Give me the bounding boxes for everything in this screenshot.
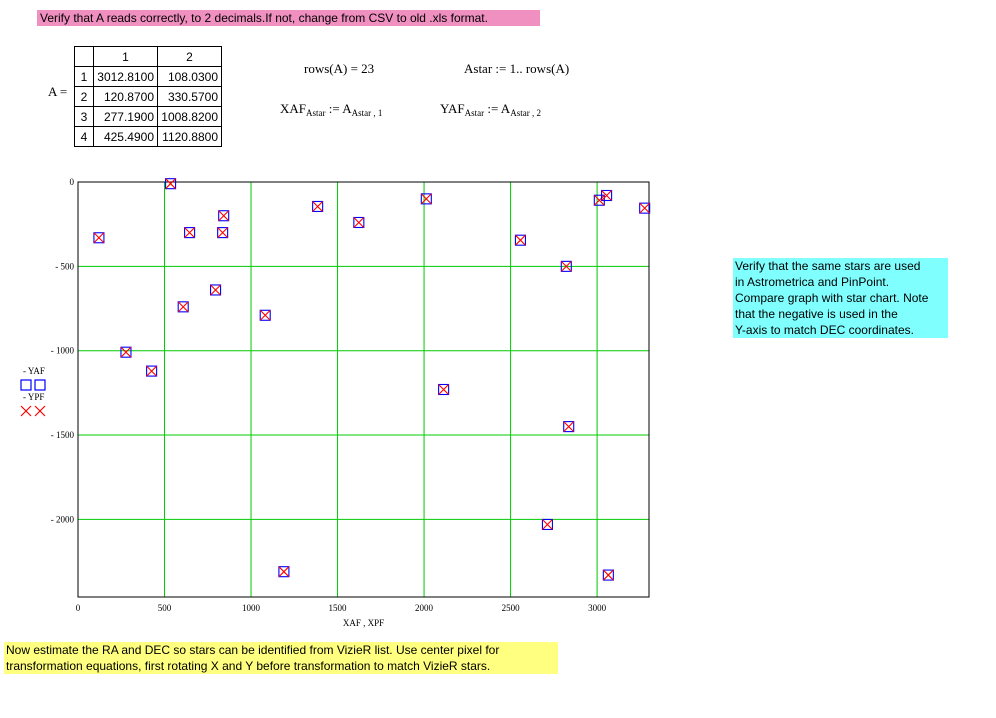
note-line: that the negative is used in the xyxy=(735,307,898,321)
x-tick-label: 500 xyxy=(157,603,172,613)
x-tick-label: 1000 xyxy=(242,603,261,613)
data-point-x xyxy=(218,228,228,238)
y-tick-label: 0 xyxy=(69,177,74,187)
data-point-x xyxy=(94,233,104,243)
note-line: transformation equations, first rotating X and Y before transformation to match VizieR stars. xyxy=(6,659,491,673)
matrix-cell[interactable]: 330.5700 xyxy=(158,87,222,107)
note-line: in Astrometrica and PinPoint. xyxy=(735,275,890,289)
x-axis-label: XAF , XPF xyxy=(342,618,385,628)
xaf-assign: := A xyxy=(325,101,352,116)
x-tick-label: 0 xyxy=(75,603,81,613)
matrix-cell[interactable]: 1008.8200 xyxy=(158,107,222,127)
x-tick-label: 3000 xyxy=(588,603,607,613)
matrix-cell[interactable]: 3012.8100 xyxy=(94,67,158,87)
matrix-row xyxy=(75,87,222,107)
x-tick-label: 1500 xyxy=(328,603,347,613)
plot-frame xyxy=(78,182,649,597)
yaf-rhs-subscript: Astar , 2 xyxy=(510,108,541,118)
matrix-cell[interactable]: 108.0300 xyxy=(158,67,222,87)
y-tick-label: - 1500 xyxy=(50,430,74,441)
data-point-x xyxy=(121,347,131,357)
matrix-row-index: 4 xyxy=(75,127,94,147)
matrix-row xyxy=(75,67,222,87)
matrix-row-index: 3 xyxy=(75,107,94,127)
data-point-x xyxy=(178,302,188,312)
xaf-subscript: Astar xyxy=(306,108,326,118)
matrix-cell[interactable]: 120.8700 xyxy=(94,87,158,107)
matrix-corner-cell xyxy=(75,47,94,67)
legend-square-icon xyxy=(21,380,31,390)
legend-x-markers xyxy=(20,405,48,417)
legend-label-yaf: - YAF xyxy=(23,366,45,376)
matrix-label: A = xyxy=(48,84,68,99)
data-point-x xyxy=(603,570,613,580)
matrix-cell[interactable]: 277.1900 xyxy=(94,107,158,127)
data-point-x xyxy=(211,285,221,295)
matrix-row-index: 2 xyxy=(75,87,94,107)
xaf-rhs-subscript: Astar , 1 xyxy=(351,108,383,118)
matrix-header-row xyxy=(75,47,222,67)
yaf-equation[interactable] xyxy=(440,101,541,118)
note-line: Verify that the same stars are used xyxy=(735,259,921,273)
yaf-name: YAF xyxy=(440,101,465,116)
y-tick-label: - 2000 xyxy=(50,514,74,525)
y-tick-label: - 1000 xyxy=(50,345,74,356)
data-point-x xyxy=(640,203,650,213)
data-point-x xyxy=(354,217,364,227)
legend-x-icon xyxy=(35,406,45,416)
data-point-x xyxy=(185,228,195,238)
data-point-x xyxy=(166,179,176,189)
data-point-x xyxy=(147,366,157,376)
data-point-x xyxy=(421,194,431,204)
data-point-x xyxy=(279,567,289,577)
data-point-x xyxy=(219,211,229,221)
legend-label-ypf: - YPF xyxy=(23,392,45,402)
matrix-cell[interactable]: 1120.8800 xyxy=(158,127,222,147)
xaf-equation[interactable] xyxy=(280,101,382,118)
verify-stars-note xyxy=(733,258,948,338)
note-line: Compare graph with star chart. Note xyxy=(735,291,929,305)
data-point-x xyxy=(313,201,323,211)
note-line: Y-axis to match DEC coordinates. xyxy=(735,323,914,337)
xaf-name: XAF xyxy=(280,101,307,116)
matrix-cell[interactable]: 425.4900 xyxy=(94,127,158,147)
y-tick-label: - 500 xyxy=(55,261,74,272)
x-tick-label: 2500 xyxy=(501,603,520,613)
rows-equation[interactable]: rows(A) = 23 xyxy=(304,61,375,76)
yaf-subscript: Astar xyxy=(464,108,485,118)
matrix-row xyxy=(75,127,222,147)
scatter-plot[interactable] xyxy=(0,170,700,630)
data-point-x xyxy=(542,519,552,529)
matrix-col-header: 2 xyxy=(158,47,222,67)
data-point-x xyxy=(564,422,574,432)
legend-x-icon xyxy=(21,406,31,416)
x-tick-label: 2000 xyxy=(415,603,434,613)
matrix-row-index: 1 xyxy=(75,67,94,87)
data-point-x xyxy=(260,310,270,320)
note-line: Now estimate the RA and DEC so stars can be identified from VizieR list. Use center pixel for xyxy=(6,643,500,657)
verify-read-note: Verify that A reads correctly, to 2 decimals.If not, change from CSV to old .xls format. xyxy=(37,10,540,26)
astar-range-equation[interactable]: Astar := 1.. rows(A) xyxy=(464,61,570,76)
matrix-row xyxy=(75,107,222,127)
matrix-a-table xyxy=(74,46,222,147)
yaf-assign: := A xyxy=(484,101,511,116)
estimate-ra-dec-note xyxy=(4,642,558,674)
legend-square-icon xyxy=(35,380,45,390)
data-point-x xyxy=(515,235,525,245)
matrix-col-header: 1 xyxy=(94,47,158,67)
data-point-x xyxy=(439,385,449,395)
legend-square-markers xyxy=(20,379,48,391)
